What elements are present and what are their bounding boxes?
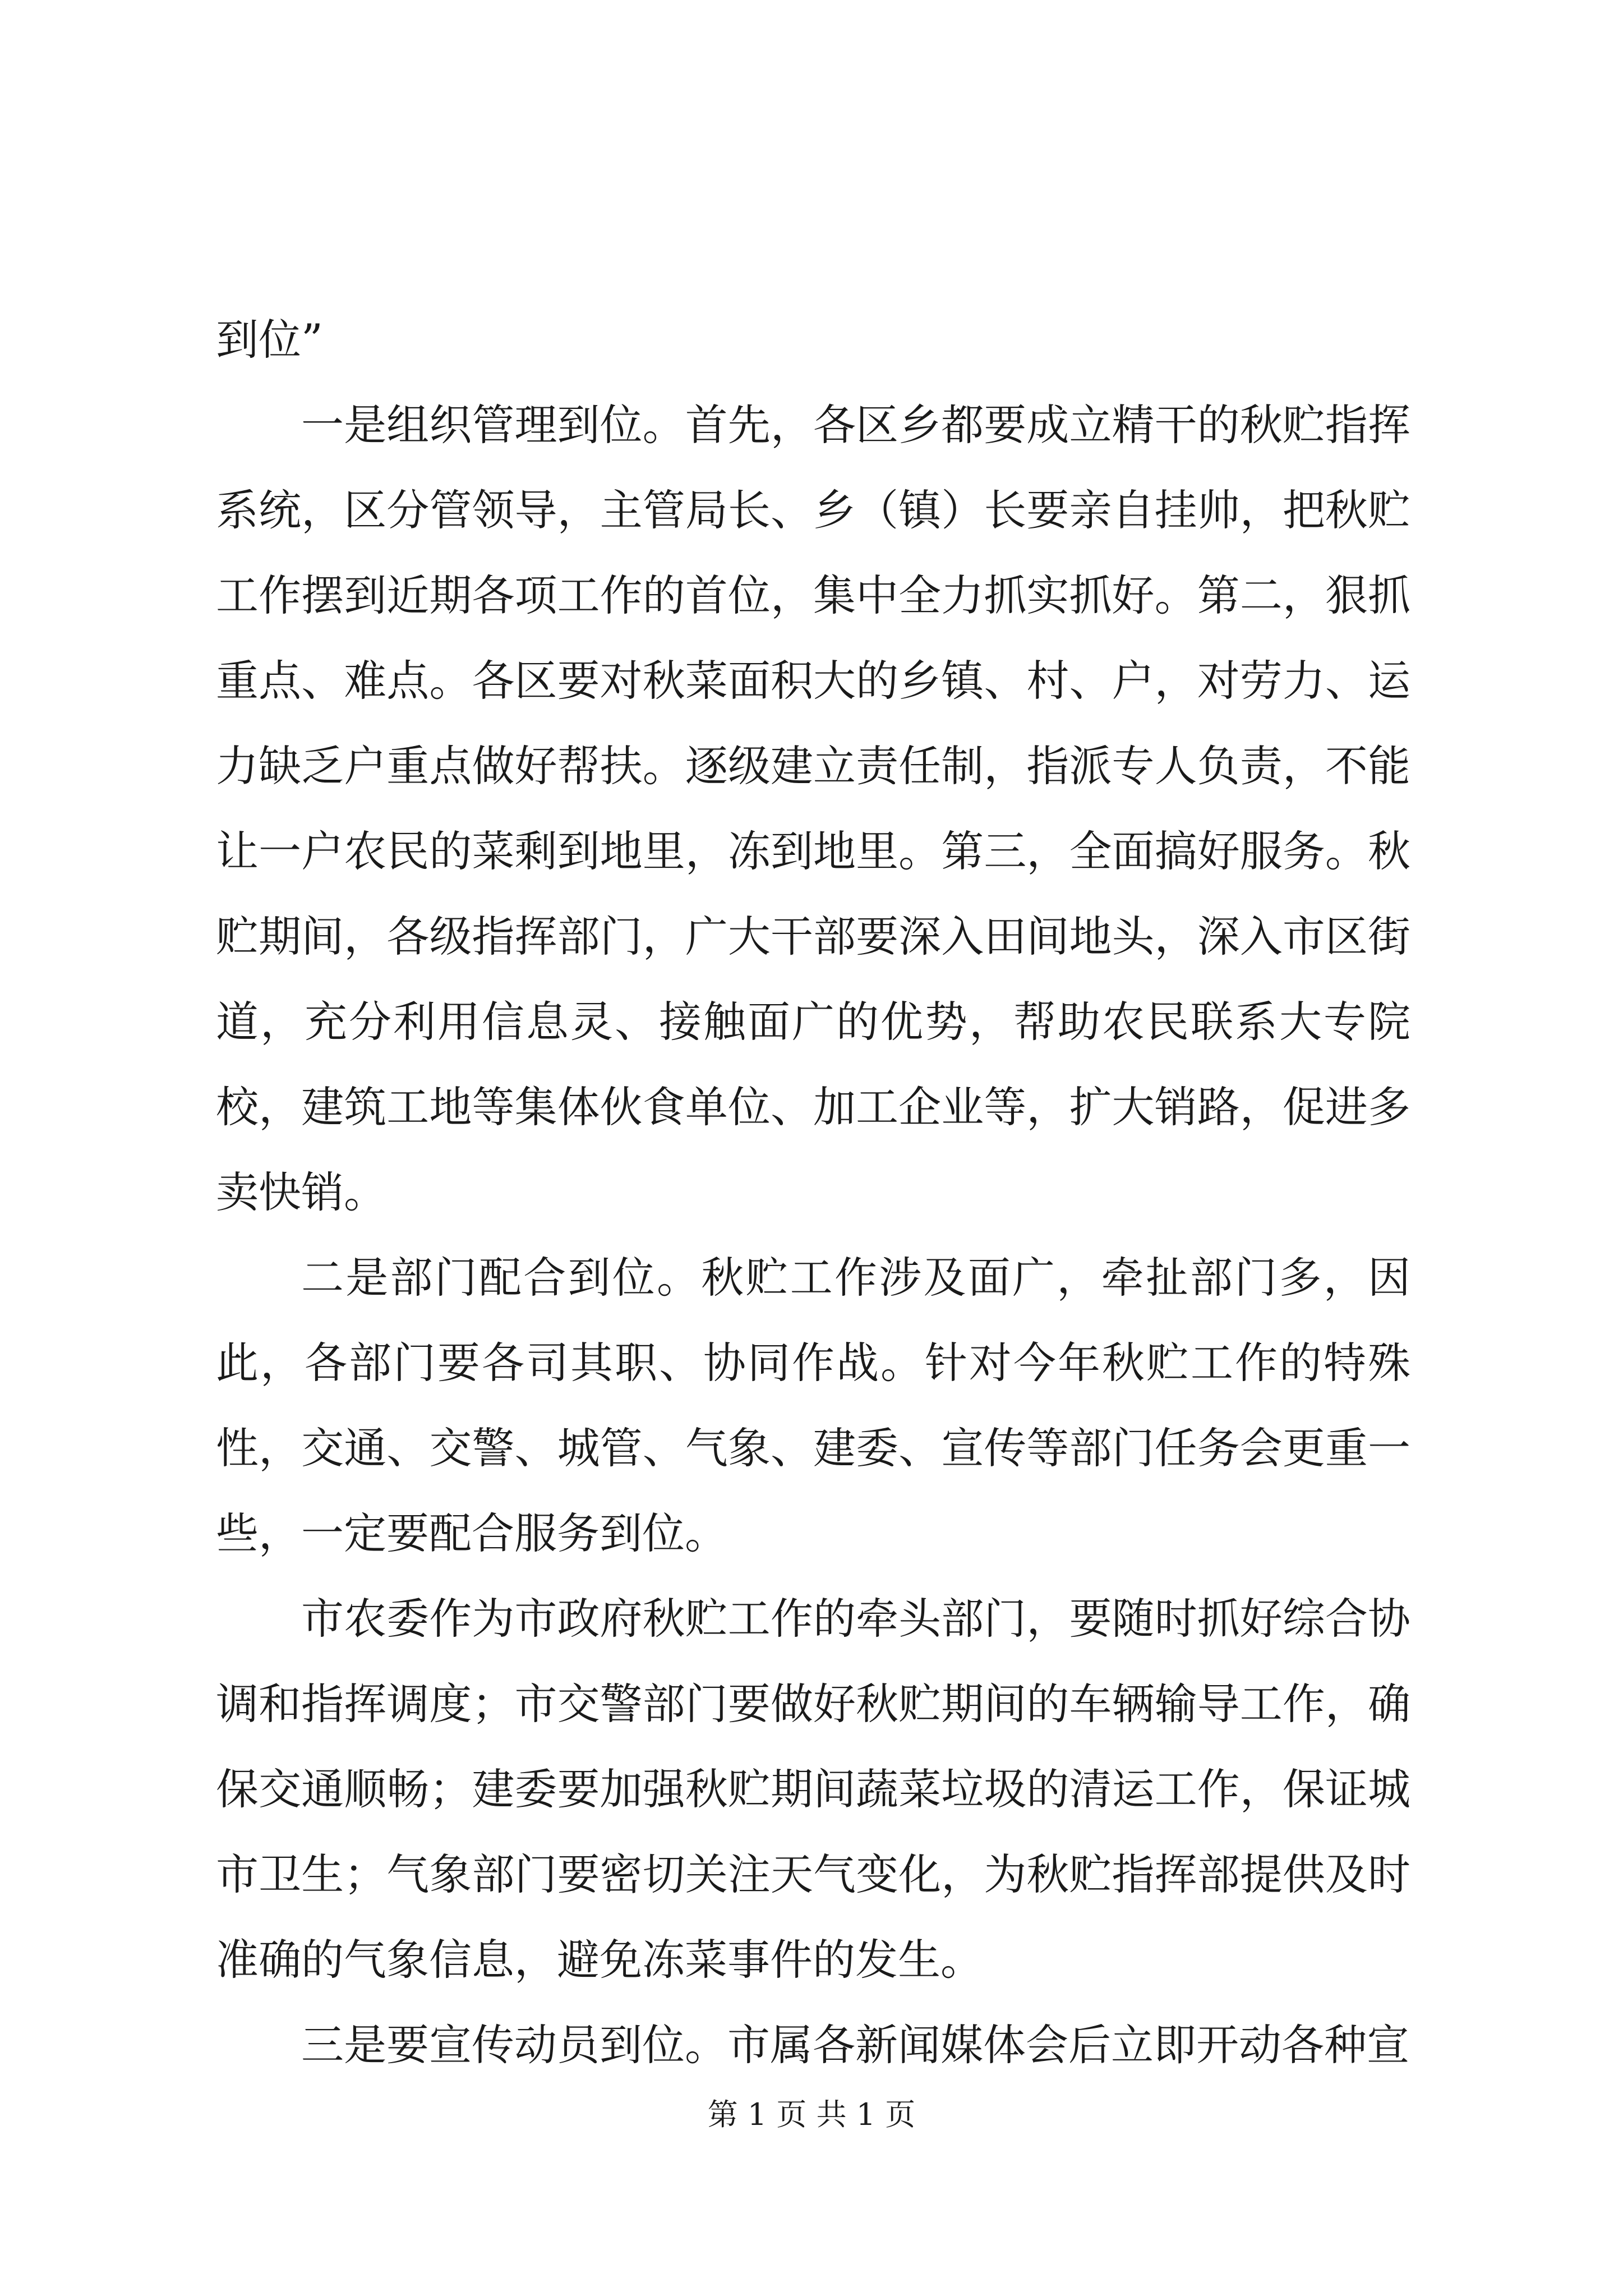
page-footer: 第 1 页 共 1 页 — [707, 2097, 916, 2132]
paragraph-organization: 一是组织管理到位。首先，各区乡都要成立精干的秋贮指挥系统，区分管领导，主管局长、乡（镇）长要亲自挂帅，把秋贮工作摆到近期各项工作的首位，集中全力抓实抓好。第二，狠抓重点、难点。各区要对秋菜面积大的乡镇、村、户，对劳力、运力缺乏户重点做好帮扶。逐级建立责任制，指派专人负责，不能让一户农民的菜剩到地里，冻到地里。第三，全面搞好服务。秋贮期间，各级指挥部门，广大干部要深入田间地头，深入市区街道，充分利用信息灵、接触面广的优势，帮助农民联系大专院校，建筑工地等集体伙食单位、加工企业等，扩大销路，促进多卖快销。 — [216, 400, 1410, 1217]
document-body — [216, 297, 1410, 2088]
paragraph-continued: 到位” — [216, 315, 323, 365]
paragraph-agriculture-committee: 市农委作为市政府秋贮工作的牵头部门，要随时抓好综合协调和指挥调度；市交警部门要做好秋贮期间的车辆输导工作，确保交通顺畅；建委要加强秋贮期间蔬菜垃圾的清运工作，保证城市卫生；气象部门要密切关注天气变化，为秋贮指挥部提供及时准确的气象信息，避免冻菜事件的发生。 — [216, 1594, 1410, 1985]
paragraph-departments: 二是部门配合到位。秋贮工作涉及面广，牵扯部门多，因此，各部门要各司其职、协同作战。针对今年秋贮工作的特殊性，交通、交警、城管、气象、建委、宣传等部门任务会更重一些，一定要配合服务到位。 — [216, 1253, 1410, 1558]
paragraph-publicity: 三是要宣传动员到位。市属各新闻媒体会后立即开动各种宣 — [301, 2020, 1409, 2070]
